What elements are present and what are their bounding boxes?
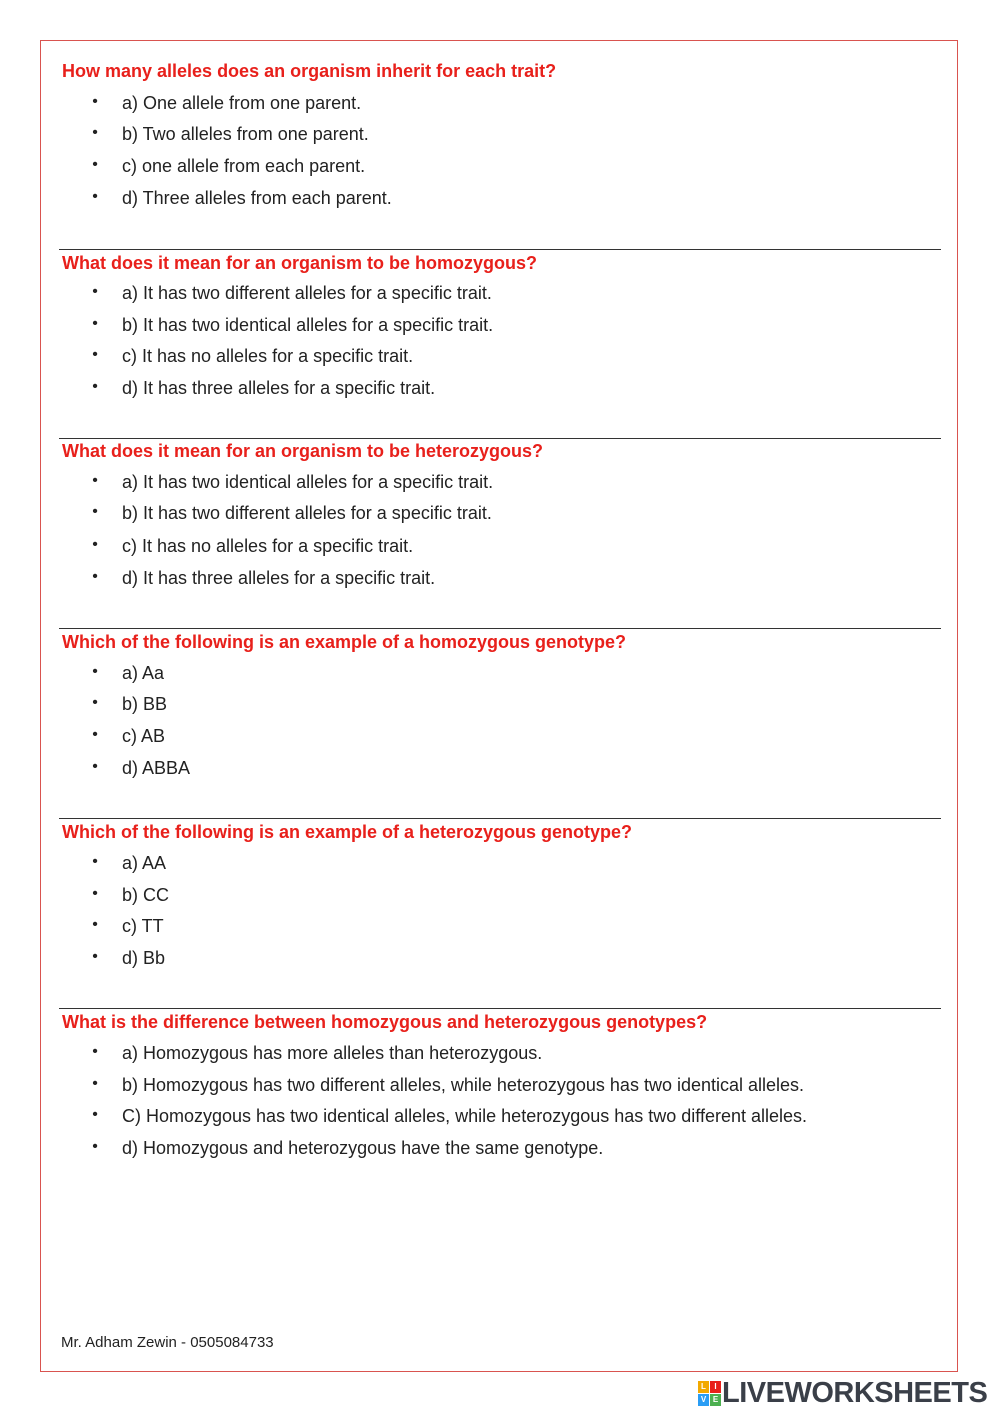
option-text: a) Aa <box>122 663 165 683</box>
question-title: What is the difference between homozygous and heterozygous genotypes? <box>62 1012 708 1032</box>
bullet-icon: • <box>92 283 98 300</box>
option-text: c) TT <box>122 916 164 936</box>
bullet-icon: • <box>92 536 98 553</box>
option-text: a) Homozygous has more alleles than heterozygous. <box>122 1043 543 1063</box>
bullet-icon: • <box>92 315 98 332</box>
worksheet-frame <box>40 40 958 1372</box>
option-text: b) Homozygous has two different alleles, while heterozygous has two identical alleles. <box>122 1075 805 1095</box>
option-text: d) Bb <box>122 948 166 968</box>
logo-letter: E <box>710 1394 721 1406</box>
question-title: How many alleles does an organism inherit for each trait? <box>62 61 557 81</box>
bullet-icon: • <box>92 1138 98 1155</box>
bullet-icon: • <box>92 93 98 110</box>
logo-letter: I <box>710 1381 721 1393</box>
question-title: Which of the following is an example of a homozygous genotype? <box>62 632 627 652</box>
divider <box>59 249 941 250</box>
bullet-icon: • <box>92 916 98 933</box>
question-title: What does it mean for an organism to be heterozygous? <box>62 441 544 461</box>
bullet-icon: • <box>92 346 98 363</box>
option-text: c) AB <box>122 726 166 746</box>
author-footer: Mr. Adham Zewin - 0505084733 <box>61 1334 274 1351</box>
liveworksheets-brand[interactable] <box>698 1378 996 1410</box>
bullet-icon: • <box>92 568 98 585</box>
option-text: a) AA <box>122 853 167 873</box>
bullet-icon: • <box>92 758 98 775</box>
option-text: b) It has two identical alleles for a specific trait. <box>122 315 494 335</box>
bullet-icon: • <box>92 156 98 173</box>
bullet-icon: • <box>92 188 98 205</box>
option-text: d) Three alleles from each parent. <box>122 188 392 208</box>
option-text: C) Homozygous has two identical alleles, while heterozygous has two different alleles. <box>122 1106 808 1126</box>
option-text: c) It has no alleles for a specific trait. <box>122 346 414 366</box>
option-text: b) BB <box>122 694 168 714</box>
bullet-icon: • <box>92 1043 98 1060</box>
option-text: b) CC <box>122 885 170 905</box>
bullet-icon: • <box>92 694 98 711</box>
option-text: b) Two alleles from one parent. <box>122 124 369 144</box>
divider <box>59 818 941 819</box>
option-text: c) It has no alleles for a specific trait. <box>122 536 414 556</box>
option-text: a) It has two identical alleles for a specific trait. <box>122 472 494 492</box>
divider <box>59 628 941 629</box>
divider <box>59 438 941 439</box>
option-text: c) one allele from each parent. <box>122 156 366 176</box>
bullet-icon: • <box>92 853 98 870</box>
divider <box>59 1008 941 1009</box>
bullet-icon: • <box>92 1106 98 1123</box>
logo-letter: L <box>698 1381 709 1393</box>
logo-letter: V <box>698 1394 709 1406</box>
option-text: d) Homozygous and heterozygous have the same genotype. <box>122 1138 604 1158</box>
brand-wordmark: LIVEWORKSHEETS <box>722 1377 988 1409</box>
bullet-icon: • <box>92 503 98 520</box>
option-text: b) It has two different alleles for a specific trait. <box>122 503 492 523</box>
bullet-icon: • <box>92 948 98 965</box>
bullet-icon: • <box>92 124 98 141</box>
option-text: a) It has two different alleles for a specific trait. <box>122 283 492 303</box>
bullet-icon: • <box>92 1075 98 1092</box>
bullet-icon: • <box>92 663 98 680</box>
bullet-icon: • <box>92 378 98 395</box>
liveworksheets-logo-icon <box>698 1381 722 1407</box>
bullet-icon: • <box>92 885 98 902</box>
question-title: Which of the following is an example of a heterozygous genotype? <box>62 822 633 842</box>
option-text: a) One allele from one parent. <box>122 93 362 113</box>
option-text: d) It has three alleles for a specific trait. <box>122 568 436 588</box>
question-title: What does it mean for an organism to be homozygous? <box>62 253 538 273</box>
option-text: d) It has three alleles for a specific trait. <box>122 378 436 398</box>
bullet-icon: • <box>92 472 98 489</box>
option-text: d) ABBA <box>122 758 191 778</box>
bullet-icon: • <box>92 726 98 743</box>
